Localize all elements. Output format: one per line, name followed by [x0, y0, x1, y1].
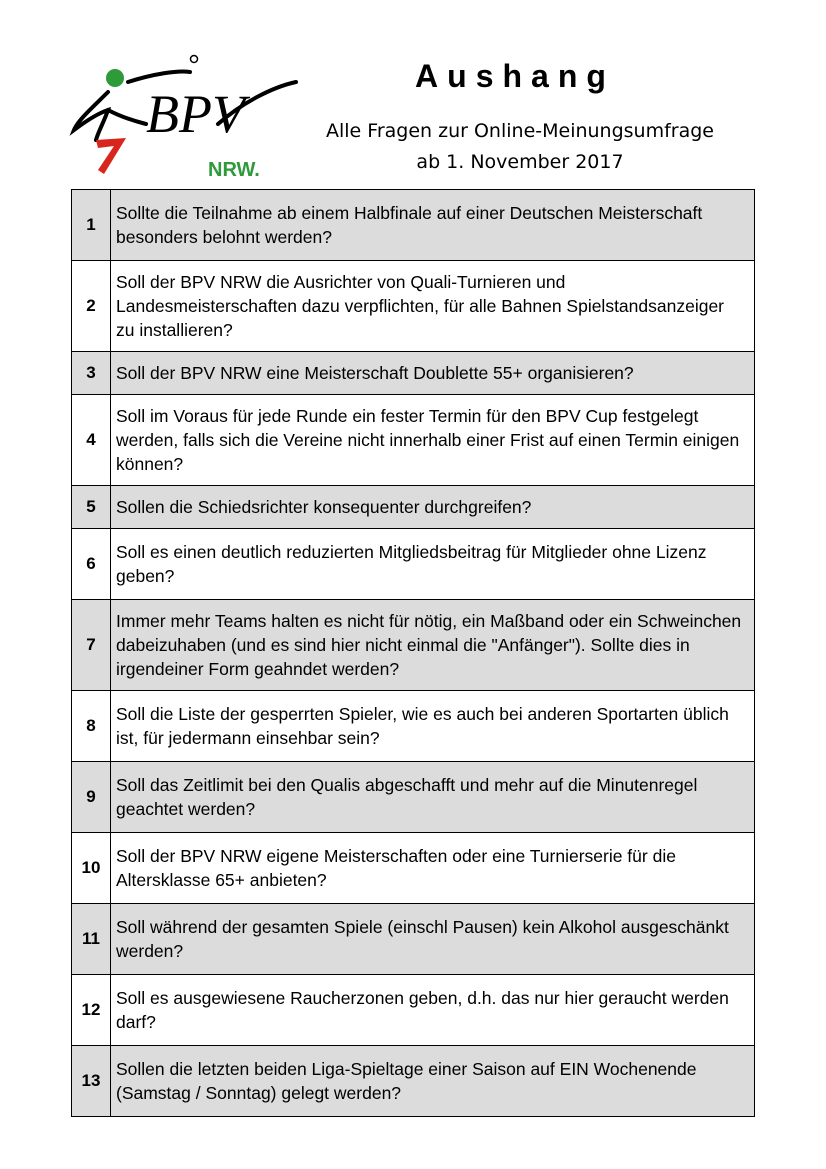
- questions-table: [71, 189, 755, 1117]
- question-text: Sollen die letzten beiden Liga-Spieltage einer Saison auf EIN Wochenende (Samstag / Sonntag) gelegt werden?: [111, 1046, 755, 1117]
- question-number: 12: [72, 975, 111, 1046]
- question-text: Soll es ausgewiesene Raucherzonen geben, d.h. das nur hier geraucht werden darf?: [111, 975, 755, 1046]
- logo-nrw-text: NRW.: [208, 159, 260, 181]
- question-number: 13: [72, 1046, 111, 1117]
- question-row: [72, 975, 755, 1046]
- question-number: 6: [72, 529, 111, 600]
- question-row: [72, 1046, 755, 1117]
- question-number: 10: [72, 833, 111, 904]
- question-number: 1: [72, 190, 111, 261]
- question-text: Soll es einen deutlich reduzierten Mitgliedsbeitrag für Mitglieder ohne Lizenz geben?: [111, 529, 755, 600]
- question-number: 5: [72, 486, 111, 529]
- subtitle-line-1: Alle Fragen zur Online-Meinungsumfrage: [325, 120, 714, 142]
- question-row: [72, 600, 755, 691]
- question-row: [72, 833, 755, 904]
- question-text: Soll die Liste der gesperrten Spieler, wie es auch bei anderen Sportarten üblich ist, für jedermann einsehbar sein?: [111, 691, 755, 762]
- question-text: Sollte die Teilnahme ab einem Halbfinale auf einer Deutschen Meisterschaft besonders belohnt werden?: [111, 190, 755, 261]
- question-row: [72, 691, 755, 762]
- question-text: Soll im Voraus für jede Runde ein fester Termin für den BPV Cup festgelegt werden, falls sich die Vereine nicht innerhalb einer Frist auf einen Termin einigen können?: [111, 395, 755, 486]
- bpv-nrw-logo: [68, 52, 308, 184]
- question-text: Immer mehr Teams halten es nicht für nötig, ein Maßband oder ein Schweinchen dabeizuhaben (und es sind hier nicht einmal die "Anfänger"). Sollte dies in irgendeiner Form geahndet werden?: [111, 600, 755, 691]
- question-text: Soll der BPV NRW die Ausrichter von Quali-Turnieren und Landesmeisterschaften dazu verpflichten, für alle Bahnen Spielstandsanzeiger zu installieren?: [111, 261, 755, 352]
- question-row: [72, 261, 755, 352]
- subtitle-line-2: ab 1. November 2017: [416, 151, 624, 173]
- question-row: [72, 762, 755, 833]
- question-text: Soll der BPV NRW eigene Meisterschaften oder eine Turnierserie für die Altersklasse 65+ anbieten?: [111, 833, 755, 904]
- page-title: Aushang: [415, 58, 615, 94]
- question-text: Soll während der gesamten Spiele (einschl Pausen) kein Alkohol ausgeschänkt werden?: [111, 904, 755, 975]
- question-row: [72, 904, 755, 975]
- question-text: Soll das Zeitlimit bei den Qualis abgeschafft und mehr auf die Minutenregel geachtet werden?: [111, 762, 755, 833]
- question-row: [72, 190, 755, 261]
- question-number: 3: [72, 352, 111, 395]
- question-text: Soll der BPV NRW eine Meisterschaft Doublette 55+ organisieren?: [111, 352, 755, 395]
- question-number: 7: [72, 600, 111, 691]
- question-row: [72, 529, 755, 600]
- question-row: [72, 486, 755, 529]
- question-number: 2: [72, 261, 111, 352]
- question-number: 11: [72, 904, 111, 975]
- subtitle: [300, 116, 740, 178]
- question-row: [72, 395, 755, 486]
- question-text: Sollen die Schiedsrichter konsequenter durchgreifen?: [111, 486, 755, 529]
- question-number: 4: [72, 395, 111, 486]
- question-row: [72, 352, 755, 395]
- question-number: 8: [72, 691, 111, 762]
- player-figure-logo-graphic: [68, 52, 308, 184]
- question-number: 9: [72, 762, 111, 833]
- logo-bpv-text: BPV: [146, 84, 245, 144]
